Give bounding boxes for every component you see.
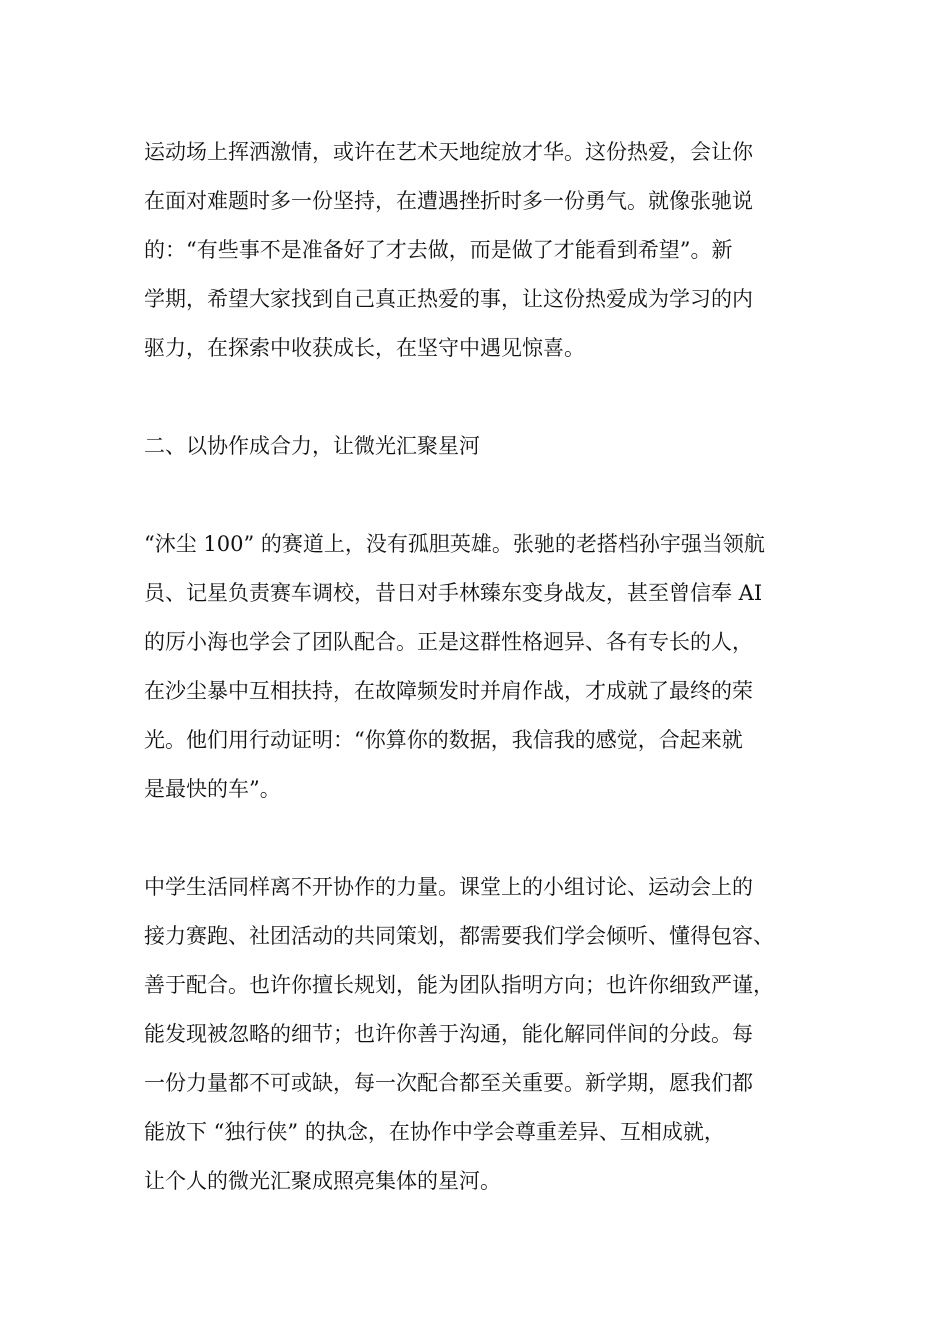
text-line: 能放下 “独行侠” 的执念，在协作中学会尊重差异、互相成就， bbox=[144, 1120, 725, 1144]
text-line: 在沙尘暴中互相扶持，在故障频发时并肩作战，才成就了最终的荣 bbox=[144, 679, 753, 703]
paragraph-1 bbox=[144, 128, 814, 373]
text-line: 员、记星负责赛车调校，昔日对手林臻东变身战友，甚至曾信奉 AI bbox=[144, 581, 763, 605]
text-line: 中学生活同样离不开协作的力量。课堂上的小组讨论、运动会上的 bbox=[144, 875, 753, 899]
text-line: 能发现被忽略的细节；也许你善于沟通，能化解同伴间的分歧。每 bbox=[144, 1022, 753, 1046]
text-line: 的：“有些事不是准备好了才去做，而是做了才能看到希望”。新 bbox=[144, 238, 733, 262]
paragraph-2 bbox=[144, 520, 814, 814]
text-line: 学期，希望大家找到自己真正热爱的事，让这份热爱成为学习的内 bbox=[144, 287, 753, 311]
paragraph-gap bbox=[144, 373, 814, 422]
text-line: “沐尘 100” 的赛道上，没有孤胆英雄。张驰的老搭档孙宇强当领航 bbox=[144, 532, 765, 556]
section-heading: 二、以协作成合力，让微光汇聚星河 bbox=[144, 434, 480, 458]
paragraph-gap bbox=[144, 471, 814, 520]
text-line: 运动场上挥洒激情，或许在艺术天地绽放才华。这份热爱，会让你 bbox=[144, 140, 753, 164]
text-line: 在面对难题时多一份坚持，在遭遇挫折时多一份勇气。就像张驰说 bbox=[144, 189, 753, 213]
text-line: 是最快的车”。 bbox=[144, 777, 281, 801]
text-line: 一份力量都不可或缺，每一次配合都至关重要。新学期，愿我们都 bbox=[144, 1071, 753, 1095]
text-line: 光。他们用行动证明：“你算你的数据，我信我的感觉，合起来就 bbox=[144, 728, 743, 752]
text-line: 善于配合。也许你擅长规划，能为团队指明方向；也许你细致严谨， bbox=[144, 973, 774, 997]
paragraph-3 bbox=[144, 863, 814, 1206]
text-line: 接力赛跑、社团活动的共同策划，都需要我们学会倾听、懂得包容、 bbox=[144, 924, 774, 948]
text-line: 的厉小海也学会了团队配合。正是这群性格迥异、各有专长的人， bbox=[144, 630, 753, 654]
text-line: 驱力，在探索中收获成长，在坚守中遇见惊喜。 bbox=[144, 336, 585, 360]
document-body bbox=[144, 128, 814, 1206]
paragraph-gap bbox=[144, 814, 814, 863]
text-line: 让个人的微光汇聚成照亮集体的星河。 bbox=[144, 1169, 501, 1193]
